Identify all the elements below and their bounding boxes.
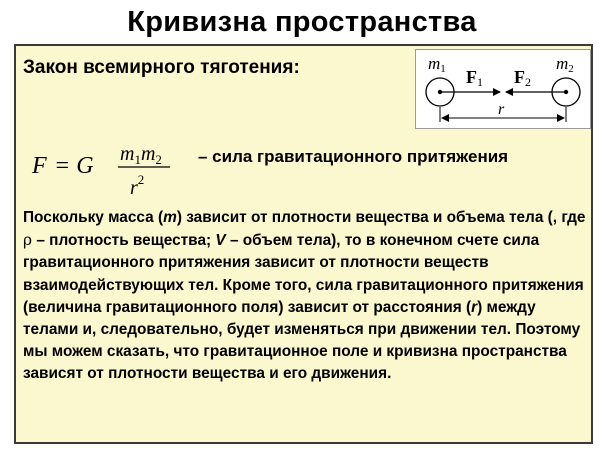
law-heading: Закон всемирного тяготения: bbox=[23, 57, 300, 78]
volume-symbol: V bbox=[215, 232, 226, 250]
formula-equals-g: = G bbox=[54, 153, 94, 179]
formula-lhs: F bbox=[32, 153, 47, 179]
formula-description: – сила гравитационного притяжения bbox=[198, 147, 509, 166]
formula-numerator: $m_1m_2$ bbox=[120, 143, 162, 167]
gravitation-formula bbox=[30, 136, 550, 206]
formula-denominator: $r^2$ bbox=[130, 172, 145, 199]
formula-svg bbox=[30, 136, 200, 206]
gravity-diagram bbox=[415, 49, 591, 129]
force-2-label: F2 bbox=[514, 67, 531, 89]
mass-2-label: m2 bbox=[556, 54, 574, 75]
density-symbol: ρ bbox=[23, 231, 33, 250]
content-box bbox=[14, 44, 593, 444]
distance-label: r bbox=[498, 101, 505, 118]
slide-title: Кривизна пространства bbox=[127, 6, 477, 38]
explanation-paragraph: Поскольку масса (m) зависит от плотности вещества и объема тела (, где ρ – плотность вещества; V – объем тела), то в конечном счете сила гравитационного притяжения зависит от плотности веществ взаимодействующих тел. Кроме того, сила гравитационного притяжения (величина гравитационного поля) зависит от расстояния (r) между телами и, следовательно, будет изменяться при движении тел. Поэтому мы можем сказать, что гравитационное поле и кривизна пространства зависят от плотности вещества и его движения. bbox=[23, 209, 586, 383]
distance-symbol: r bbox=[471, 298, 478, 316]
gravity-diagram-svg bbox=[416, 50, 590, 128]
force-1-label: F1 bbox=[466, 67, 483, 89]
mass-symbol: m bbox=[163, 209, 177, 226]
mass-1-label: m1 bbox=[428, 54, 446, 75]
